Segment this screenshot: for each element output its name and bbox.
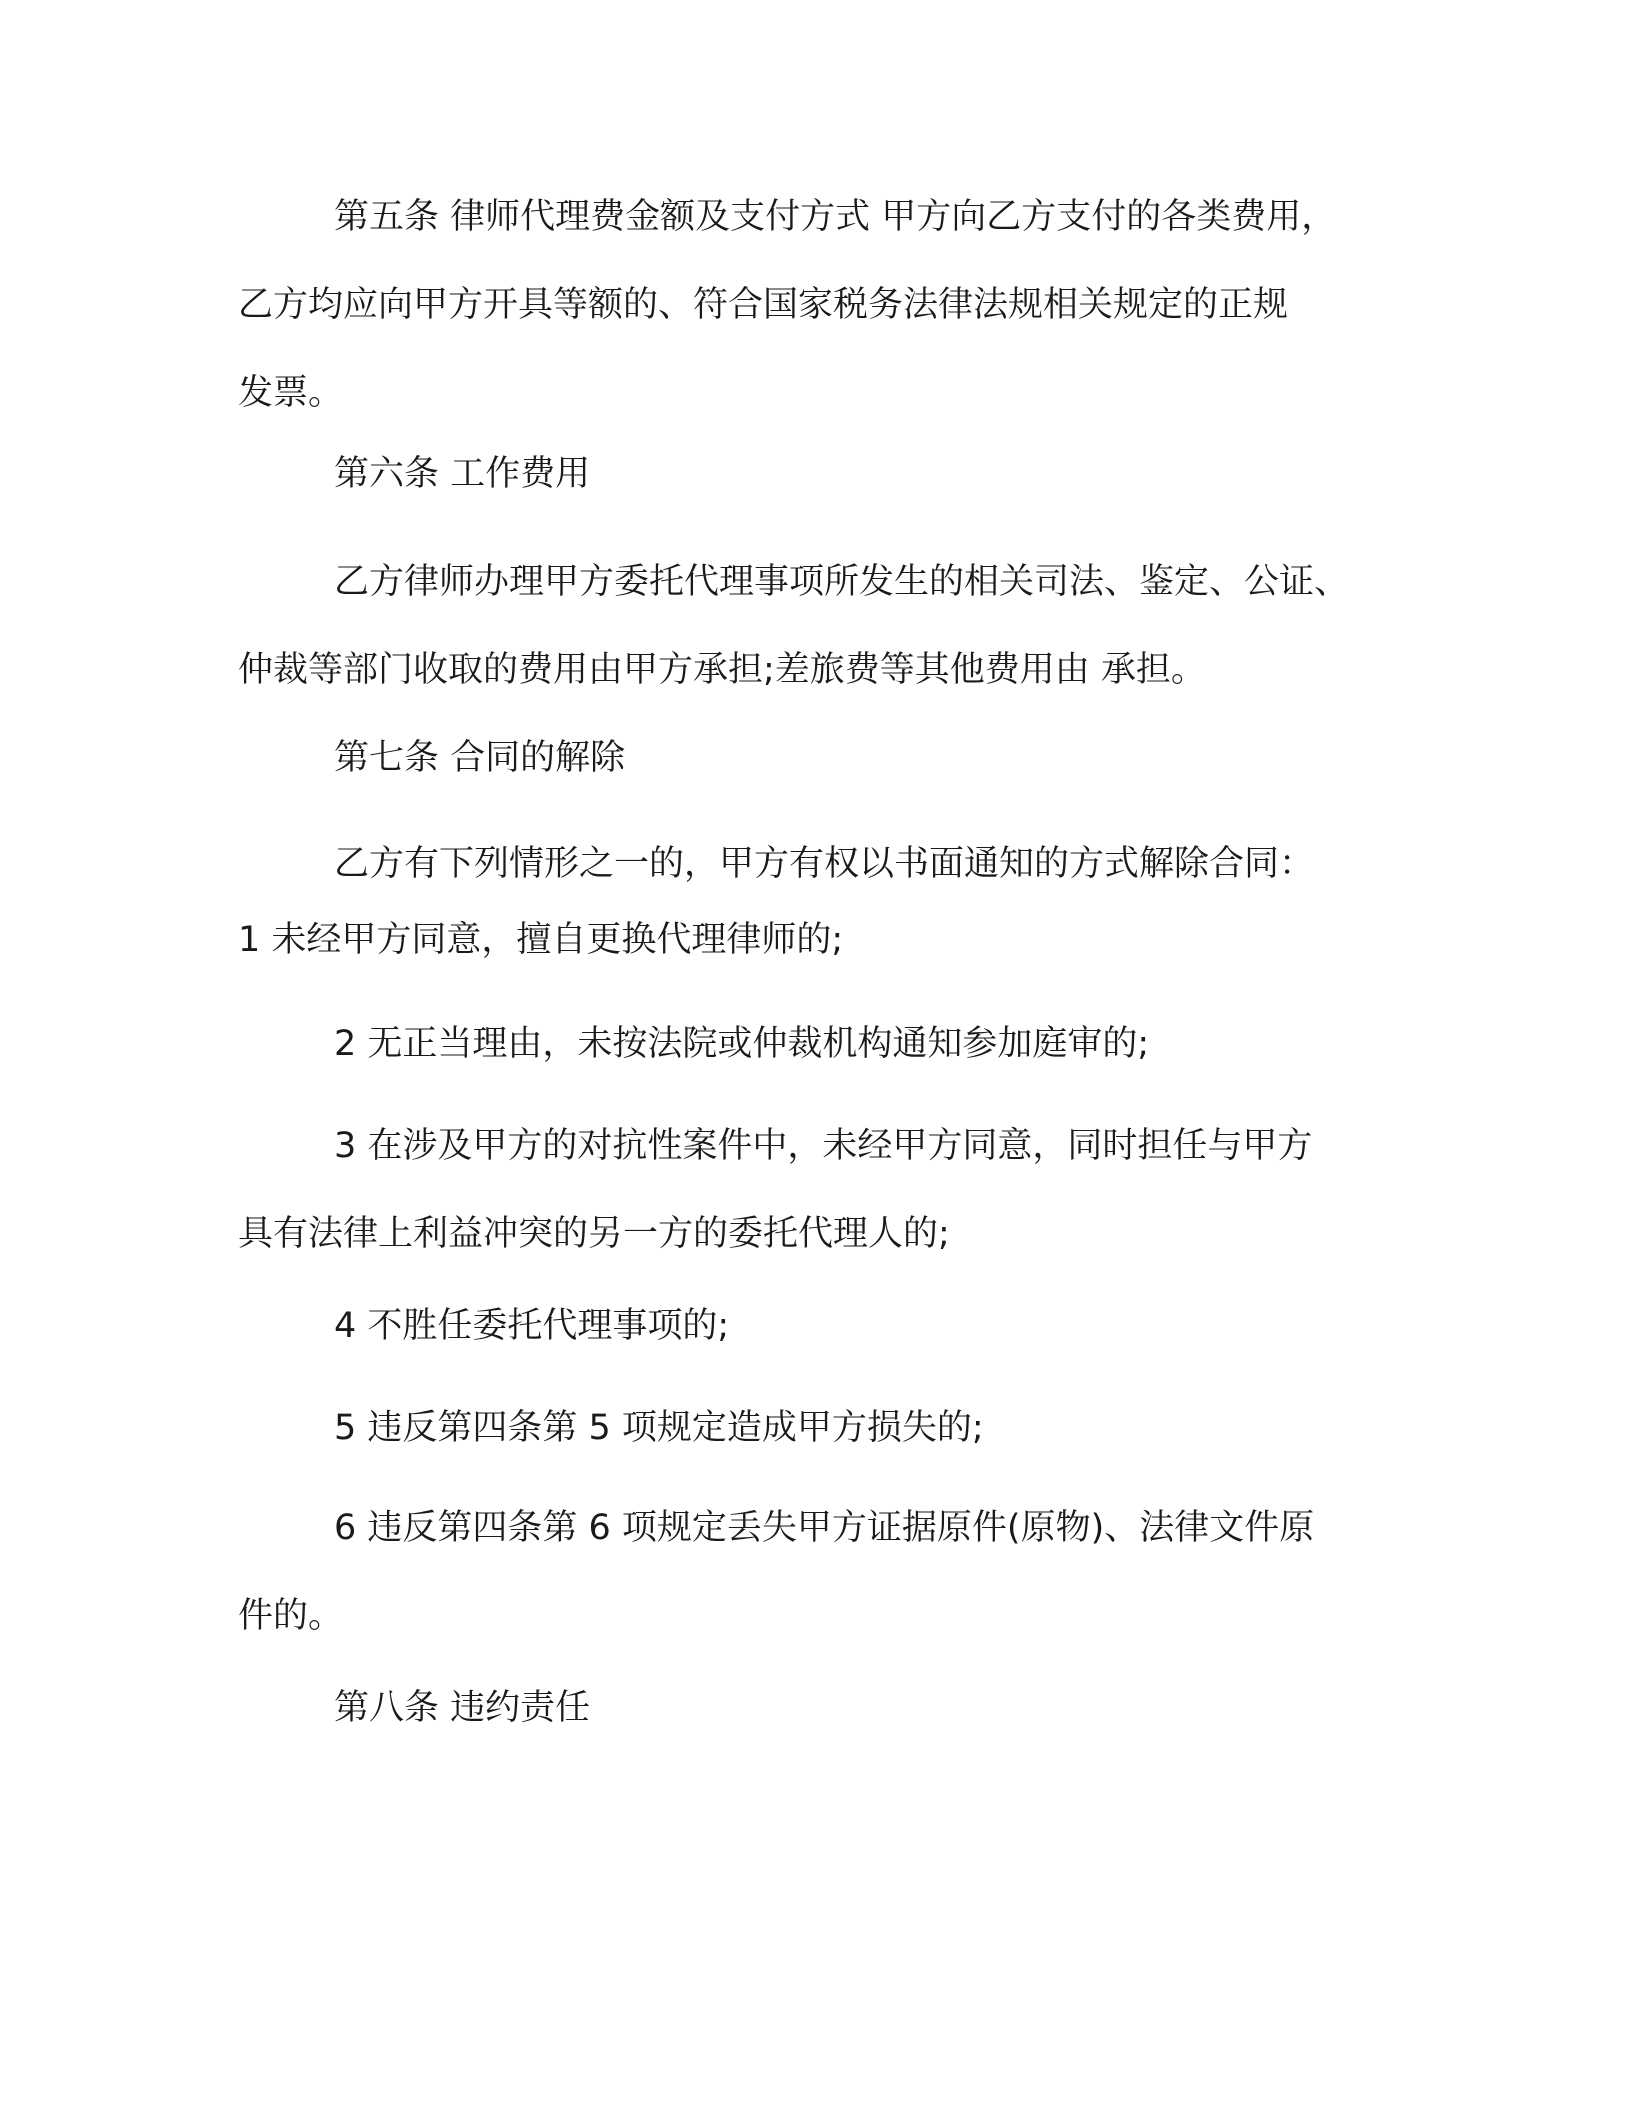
heading-article-7 (238, 714, 1418, 802)
text-line: 件的。 (238, 1596, 344, 1636)
text-line: 乙方律师办理甲方委托代理事项所发生的相关司法、鉴定、公证、 (334, 562, 1350, 602)
list-item-4 (238, 1282, 1418, 1370)
text-line: 仲裁等部门收取的费用由甲方承担;差旅费等其他费用由 承担。 (238, 650, 1206, 690)
text-line: 4 不胜任委托代理事项的; (334, 1306, 730, 1346)
list-item-3 (238, 1102, 1418, 1278)
text-line: 5 违反第四条第 5 项规定造成甲方损失的; (334, 1408, 984, 1448)
heading-article-8 (238, 1664, 1418, 1752)
text-line: 第七条 合同的解除 (334, 738, 626, 778)
text-line: 第八条 违约责任 (334, 1688, 591, 1728)
paragraph-article-7-intro (238, 820, 1418, 984)
text-line: 第六条 工作费用 (334, 454, 591, 494)
text-line: 3 在涉及甲方的对抗性案件中，未经甲方同意，同时担任与甲方 (334, 1126, 1313, 1166)
text-line: 发票。 (238, 373, 344, 413)
text-line: 第五条 律师代理费金额及支付方式 甲方向乙方支付的各类费用， (334, 197, 1337, 237)
text-line: 具有法律上利益冲突的另一方的委托代理人的; (238, 1214, 950, 1254)
list-item-2 (238, 1000, 1418, 1088)
text-line: 乙方均应向甲方开具等额的、符合国家税务法律法规相关规定的正规 (238, 285, 1289, 325)
text-line: 2 无正当理由，未按法院或仲裁机构通知参加庭审的; (334, 1024, 1150, 1064)
text-line: 乙方有下列情形之一的，甲方有权以书面通知的方式解除合同： (334, 844, 1315, 884)
text-line: 6 违反第四条第 6 项规定丢失甲方证据原件(原物)、法律文件原 (334, 1508, 1315, 1548)
heading-article-6 (238, 430, 1418, 518)
text-line: 1 未经甲方同意，擅自更换代理律师的; (238, 920, 844, 960)
paragraph-article-6-body (238, 538, 1418, 714)
paragraph-article-5 (238, 173, 1418, 437)
list-item-5 (238, 1384, 1418, 1472)
list-item-6 (238, 1484, 1418, 1660)
